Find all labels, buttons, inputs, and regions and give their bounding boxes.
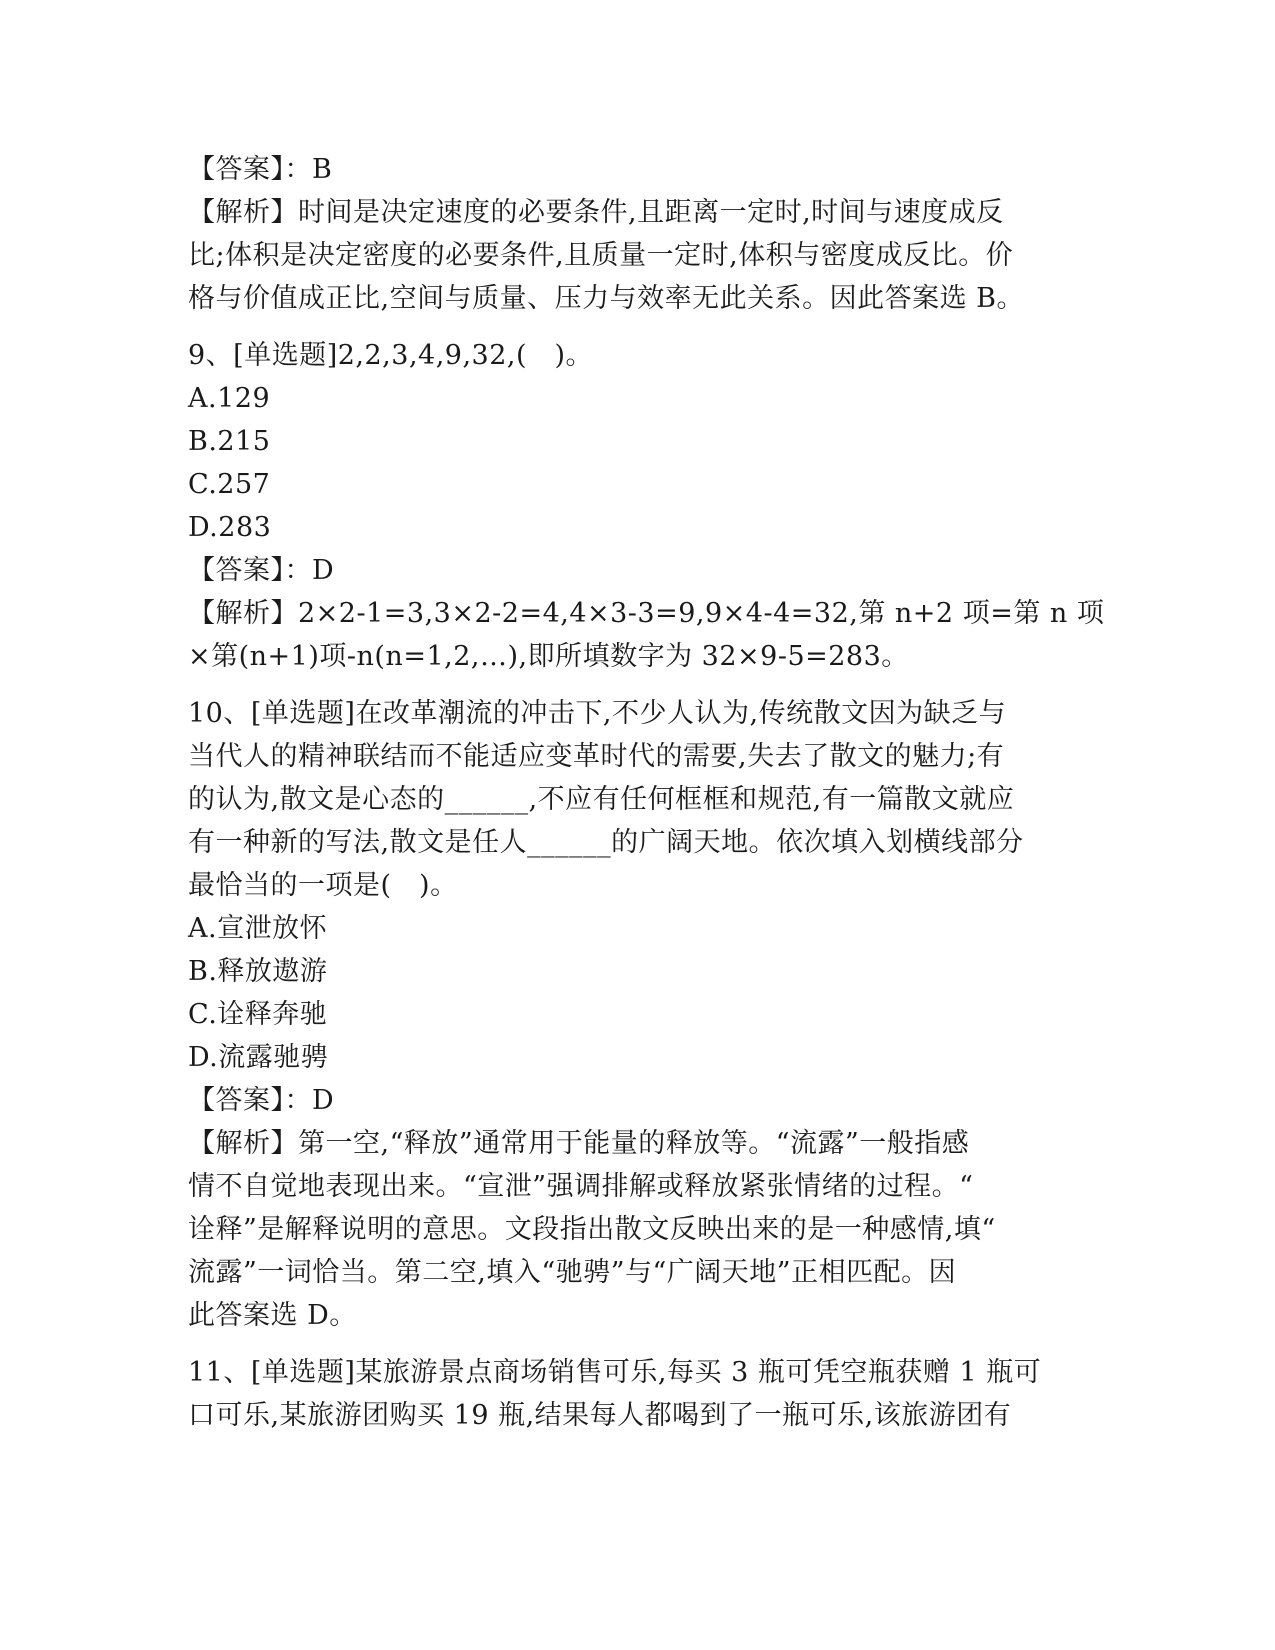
q9-option-d: D.283	[188, 512, 272, 543]
question-11	[188, 1351, 1088, 1437]
q9-option-c: C.257	[188, 469, 271, 500]
q10-analysis-line: 流露”一词恰当。第二空,填入“驰骋”与“广阔天地”正相匹配。因	[188, 1257, 957, 1288]
spacer	[188, 320, 1088, 334]
q10-analysis-line: 此答案选 D。	[188, 1300, 357, 1331]
q10-option-c: C.诠释奔驰	[188, 999, 328, 1030]
spacer	[188, 1337, 1088, 1351]
question-9	[188, 334, 1105, 678]
q10-analysis-line: 诠释”是解释说明的意思。文段指出散文反映出来的是一种感情,填“	[188, 1214, 996, 1245]
q10-analysis-line: 情不自觉地表现出来。“宣泄”强调排解或释放紧张情绪的过程。“	[188, 1171, 974, 1202]
q10-stem-line: 有一种新的写法,散文是任人______的广阔天地。依次填入划横线部分	[188, 827, 1024, 858]
document-page	[188, 148, 1105, 1437]
spacer	[188, 678, 1088, 692]
q8-answer: 【答案】：B	[188, 154, 333, 185]
q9-option-a: A.129	[188, 383, 271, 414]
q10-option-d: D.流露驰骋	[188, 1042, 329, 1073]
q10-stem-line: 的认为,散文是心态的______,不应有任何框框和规范,有一篇散文就应	[188, 784, 1015, 815]
q11-stem-line: 11、[单选题]某旅游景点商场销售可乐,每买 3 瓶可凭空瓶获赠 1 瓶可	[188, 1357, 1042, 1388]
question-8-tail	[188, 148, 1088, 320]
q8-analysis-line: 【解析】时间是决定速度的必要条件,且距离一定时,时间与速度成反	[188, 197, 1004, 228]
q10-option-a: A.宣泄放怀	[188, 913, 328, 944]
q9-analysis-line: ×第(n+1)项-n(n=1,2,…),即所填数字为 32×9-5=283。	[188, 641, 909, 672]
q8-analysis-line: 格与价值成正比,空间与质量、压力与效率无此关系。因此答案选 B。	[188, 283, 1025, 314]
q10-option-b: B.释放遨游	[188, 956, 328, 987]
q10-analysis-line: 【解析】第一空,“释放”通常用于能量的释放等。“流露”一般指感	[188, 1128, 970, 1159]
q10-answer: 【答案】：D	[188, 1085, 335, 1116]
q9-analysis-line: 【解析】2×2-1=3,3×2-2=4,4×3-3=9,9×4-4=32,第 n+2 项=第 n 项	[188, 598, 1105, 629]
q11-stem-line: 口可乐,某旅游团购买 19 瓶,结果每人都喝到了一瓶可乐,该旅游团有	[188, 1400, 1012, 1431]
q10-stem-line: 10、[单选题]在改革潮流的冲击下,不少人认为,传统散文因为缺乏与	[188, 698, 1007, 729]
q8-analysis-line: 比;体积是决定密度的必要条件,且质量一定时,体积与密度成反比。价	[188, 240, 1014, 271]
question-10	[188, 692, 1088, 1337]
q10-stem-line: 最恰当的一项是( )。	[188, 870, 458, 901]
q9-answer: 【答案】：D	[188, 555, 335, 586]
q9-stem: 9、[单选题]2,2,3,4,9,32,( )。	[188, 340, 594, 371]
q10-stem-line: 当代人的精神联结而不能适应变革时代的需要,失去了散文的魅力;有	[188, 741, 1005, 772]
q9-option-b: B.215	[188, 426, 271, 457]
